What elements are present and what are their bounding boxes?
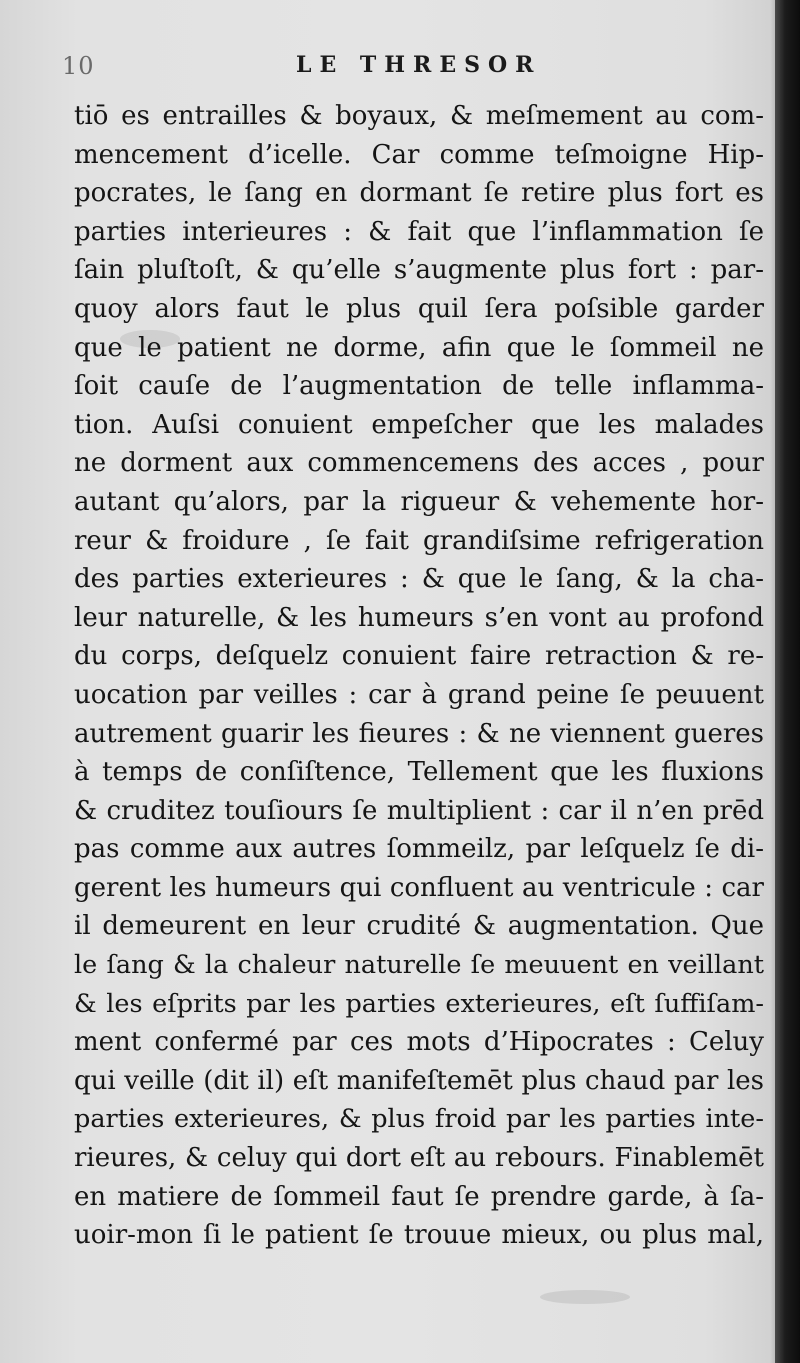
text-line: du corps, deſquelz conuient faire retraction & re- [74,641,764,672]
text-line: leur naturelle, & les humeurs s’en vont au profond [74,602,764,633]
paper-stain [540,1290,630,1304]
text-line: quoy alors faut le plus quil ſera poſsible garder [74,293,764,324]
text-line: que le patient ne dorme, afin que le ſommeil ne [74,332,764,363]
book-spine [775,0,800,1363]
text-line: tiō es entrailles & boyaux, & meſmement au com- [74,101,764,131]
text-line: ſoit cauſe de l’augmentation de telle inflamma- [74,371,764,402]
text-line: autrement guarir les fieures : & ne viennent gueres [74,718,764,749]
text-line: tion. Auſsi conuient empeſcher que les malades [74,409,764,440]
text-line: parties interieures : & fait que l’inflammation ſe [74,216,764,247]
text-line: autant qu’alors, par la rigueur & vehemente hor- [74,486,764,517]
text-line: en matiere de ſommeil faut ſe prendre garde, à ſa- [74,1181,764,1212]
page-number: 10 [62,52,95,80]
text-line: ne dorment aux commencemens des acces , pour [74,448,764,479]
text-line: qui veille (dit il) eſt manifeſtemēt plus chaud par les [74,1065,764,1096]
text-line: uoir-mon ſi le patient ſe trouue mieux, ou plus mal, [74,1220,764,1251]
text-line: reur & froidure , ſe fait grandiſsime refrigeration [74,525,764,556]
text-line: mencement d’icelle. Car comme teſmoigne Hip- [74,139,764,170]
text-line: le ſang & la chaleur naturelle ſe meuuent en veillant [74,950,764,981]
text-line: rieures, & celuy qui dort eſt au rebours. Finablemēt [74,1143,764,1174]
running-title: LE THRESOR [296,52,542,78]
text-line: gerent les humeurs qui confluent au ventricule : car [74,872,764,903]
text-line: uocation par veilles : car à grand peine ſe peuuent [74,679,764,710]
text-line: pas comme aux autres ſommeilz, par leſquelz ſe di- [74,834,764,865]
text-line: parties exterieures, & plus froid par les parties inte- [74,1104,764,1135]
text-line: il demeurent en leur crudité & augmentation. Que [74,911,764,942]
text-line: ſain pluſtoſt, & qu’elle s’augmente plus fort : par- [74,255,764,286]
text-line: ment confermé par ces mots d’Hipocrates : Celuy [74,1027,764,1058]
text-line: & les eſprits par les parties exterieures, eſt ſuffiſam- [74,988,764,1019]
text-line: & cruditez touſiours ſe multiplient : car il n’en prēd [74,795,764,826]
text-line: à temps de conſiſtence, Tellement que les fluxions [74,757,764,788]
text-line: des parties exterieures : & que le ſang, & la cha- [74,564,764,595]
body-text [74,97,764,1255]
text-line: pocrates, le ſang en dormant ſe retire plus fort es [74,178,764,209]
